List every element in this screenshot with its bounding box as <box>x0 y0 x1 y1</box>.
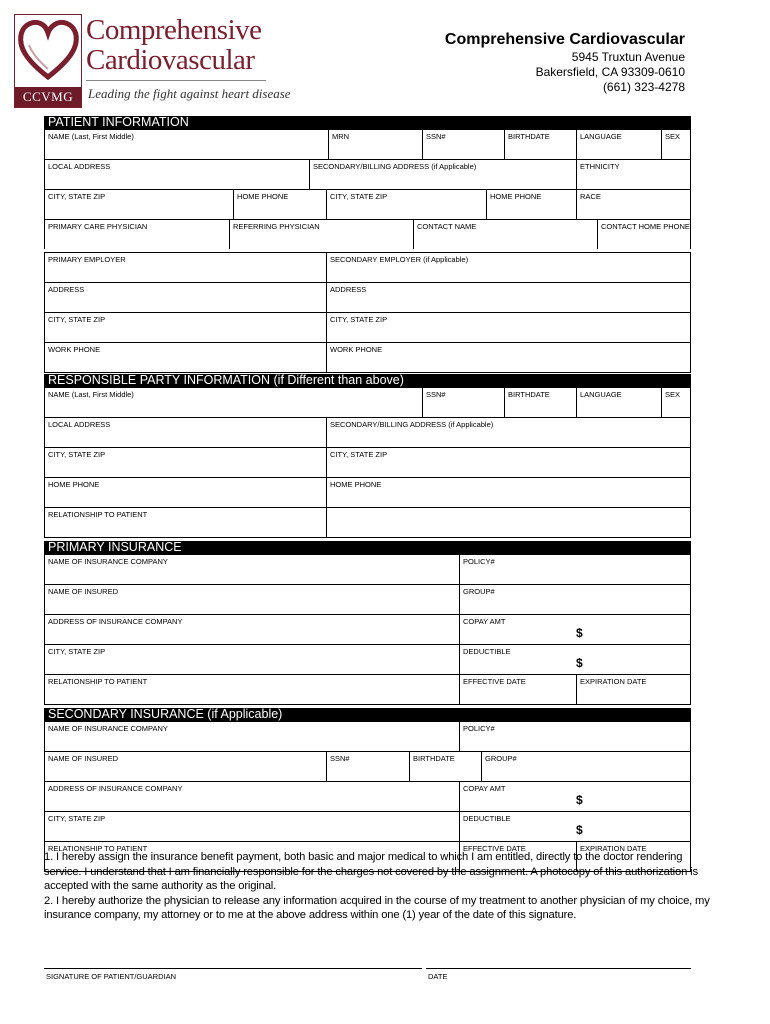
patient-emp-city-field[interactable]: CITY, STATE ZIP <box>48 315 106 324</box>
company-phone: (661) 323-4278 <box>602 80 685 94</box>
patient-ethnicity-field[interactable]: ETHNICITY <box>576 160 690 189</box>
patient-home-phone-field[interactable]: HOME PHONE <box>233 190 326 219</box>
patient-row-physician <box>44 219 691 249</box>
primary-insured-field[interactable]: NAME OF INSURED <box>48 587 119 596</box>
patient-referring-field[interactable]: REFERRING PHYSICIAN <box>229 220 413 249</box>
logo-emblem <box>14 14 82 108</box>
responsible-section-header: RESPONSIBLE PARTY INFORMATION (if Different than above) <box>44 374 691 387</box>
responsible-row-relationship <box>44 507 691 538</box>
responsible-city2-field[interactable]: CITY, STATE ZIP <box>326 448 690 477</box>
patient-row-name <box>44 129 691 159</box>
secondary-insurance-section-header: SECONDARY INSURANCE (if Applicable) <box>44 708 691 721</box>
signature-label: SIGNATURE OF PATIENT/GUARDIAN <box>46 972 177 981</box>
primary-company-address-field[interactable]: ADDRESS OF INSURANCE COMPANY <box>48 617 183 626</box>
patient-race-field[interactable]: RACE <box>576 190 690 219</box>
consent-paragraph-2: 2. I hereby authorize the physician to release any information acquired in the course of my treatment to another physician of my choice, my insurance company, my attorney or to me at the above address within one (1) year of the date of this signature. <box>44 894 710 922</box>
secondary-policy-field[interactable]: POLICY# <box>459 722 690 751</box>
patient-row-city <box>44 189 691 219</box>
responsible-local-address-field[interactable]: LOCAL ADDRESS <box>48 420 111 429</box>
responsible-row-city <box>44 447 691 477</box>
signature-line[interactable] <box>44 968 422 969</box>
patient-row-work-phone <box>44 342 691 373</box>
primary-row-relationship <box>44 674 691 705</box>
secondary-copay-field[interactable] <box>459 782 690 811</box>
logo-divider <box>86 80 266 81</box>
secondary-row-company <box>44 721 691 751</box>
logo-name-line2: Cardiovascular <box>86 44 255 76</box>
primary-group-field[interactable]: GROUP# <box>459 585 690 614</box>
logo-tagline: Leading the fight against heart disease <box>88 86 291 101</box>
date-line[interactable] <box>426 968 691 969</box>
patient-emp-city2-field[interactable]: CITY, STATE ZIP <box>326 313 690 342</box>
company-name: Comprehensive Cardiovascular <box>444 31 685 48</box>
logo-abbreviation: CCVMG <box>15 87 81 107</box>
secondary-relationship-field[interactable]: RELATIONSHIP TO PATIENT <box>48 844 148 853</box>
primary-row-company-address <box>44 614 691 644</box>
company-address-line1: 5945 Truxtun Avenue <box>571 50 685 64</box>
primary-insurance-section-header: PRIMARY INSURANCE <box>44 541 691 554</box>
patient-primary-employer-field[interactable]: PRIMARY EMPLOYER <box>48 255 126 264</box>
patient-contact-name-field[interactable]: CONTACT NAME <box>413 220 597 249</box>
secondary-effective-field[interactable]: EFFECTIVE DATE <box>459 842 576 871</box>
primary-copay-dollar: $ <box>576 626 583 640</box>
primary-expiration-field[interactable]: EXPIRATION DATE <box>576 675 690 704</box>
patient-birthdate-field[interactable]: BIRTHDATE <box>504 130 576 159</box>
primary-copay-label: COPAY AMT <box>463 617 506 626</box>
patient-secondary-address-field[interactable]: SECONDARY/BILLING ADDRESS (if Applicable) <box>309 160 576 189</box>
patient-section-header: PATIENT INFORMATION <box>44 116 691 129</box>
secondary-expiration-field[interactable]: EXPIRATION DATE <box>576 842 690 871</box>
primary-row-company <box>44 554 691 584</box>
responsible-city-field[interactable]: CITY, STATE ZIP <box>48 450 106 459</box>
responsible-ssn-field[interactable]: SSN# <box>422 388 504 417</box>
patient-row-emp-city <box>44 312 691 342</box>
patient-mrn-field[interactable]: MRN <box>328 130 422 159</box>
secondary-row-city <box>44 811 691 841</box>
secondary-insured-field[interactable]: NAME OF INSURED <box>48 754 119 763</box>
registration-form <box>44 116 691 872</box>
patient-contact-phone-field[interactable]: CONTACT HOME PHONE <box>597 220 690 249</box>
company-logo <box>14 10 291 106</box>
primary-copay-field[interactable] <box>459 615 690 644</box>
primary-row-city <box>44 644 691 674</box>
patient-name-field[interactable]: NAME (Last, First Middle) <box>48 132 134 141</box>
responsible-row-address <box>44 417 691 447</box>
primary-effective-field[interactable]: EFFECTIVE DATE <box>459 675 576 704</box>
primary-policy-field[interactable]: POLICY# <box>459 555 690 584</box>
company-address-line2: Bakersfield, CA 93309-0610 <box>535 65 685 79</box>
responsible-row-phone <box>44 477 691 507</box>
primary-city-field[interactable]: CITY, STATE ZIP <box>48 647 106 656</box>
secondary-city-field[interactable]: CITY, STATE ZIP <box>48 814 106 823</box>
patient-pcp-field[interactable]: PRIMARY CARE PHYSICIAN <box>48 222 148 231</box>
patient-work-phone2-field[interactable]: WORK PHONE <box>326 343 690 372</box>
patient-row-address <box>44 159 691 189</box>
primary-deductible-field[interactable] <box>459 645 690 674</box>
consent-paragraph-1: 1. I hereby assign the insurance benefit payment, both basic and major medical to which I am entitled, directly to the doctor rendering service. I understand that I am financially responsible for the charges not covered by the assignment. A photocopy of this authorization is accepted with the same authority as the original. <box>44 851 698 893</box>
responsible-secondary-address-field[interactable]: SECONDARY/BILLING ADDRESS (if Applicable) <box>326 418 690 447</box>
patient-city2-field[interactable]: CITY, STATE ZIP <box>326 190 486 219</box>
secondary-birthdate-field[interactable]: BIRTHDATE <box>409 752 481 781</box>
patient-row-emp-address <box>44 282 691 312</box>
responsible-row-name <box>44 387 691 417</box>
secondary-group-field[interactable]: GROUP# <box>481 752 690 781</box>
company-info <box>445 30 685 95</box>
primary-deductible-label: DEDUCTIBLE <box>463 647 511 656</box>
secondary-row-insured <box>44 751 691 781</box>
primary-relationship-field[interactable]: RELATIONSHIP TO PATIENT <box>48 677 148 686</box>
responsible-name-field[interactable]: NAME (Last, First Middle) <box>48 390 134 399</box>
consent-text <box>44 850 714 923</box>
responsible-birthdate-field[interactable]: BIRTHDATE <box>504 388 576 417</box>
primary-company-field[interactable]: NAME OF INSURANCE COMPANY <box>48 557 168 566</box>
primary-deductible-dollar: $ <box>576 656 583 670</box>
secondary-company-address-field[interactable]: ADDRESS OF INSURANCE COMPANY <box>48 784 183 793</box>
date-label: DATE <box>428 972 448 981</box>
patient-emp-address2-field[interactable]: ADDRESS <box>326 283 690 312</box>
responsible-language-field[interactable]: LANGUAGE <box>576 388 661 417</box>
page-header <box>0 0 770 115</box>
secondary-deductible-dollar: $ <box>576 823 583 837</box>
patient-sex-field[interactable]: SEX <box>661 130 690 159</box>
patient-language-field[interactable]: LANGUAGE <box>576 130 661 159</box>
logo-name-line1: Comprehensive <box>86 14 262 46</box>
responsible-home-phone-field[interactable]: HOME PHONE <box>48 480 100 489</box>
patient-home-phone2-field[interactable]: HOME PHONE <box>486 190 576 219</box>
secondary-deductible-label: DEDUCTIBLE <box>463 814 511 823</box>
secondary-copay-label: COPAY AMT <box>463 784 506 793</box>
secondary-ssn-field[interactable]: SSN# <box>326 752 409 781</box>
responsible-relationship-field[interactable]: RELATIONSHIP TO PATIENT <box>48 510 148 519</box>
responsible-blank-field[interactable] <box>326 508 690 537</box>
patient-work-phone-field[interactable]: WORK PHONE <box>48 345 101 354</box>
patient-secondary-employer-field[interactable]: SECONDARY EMPLOYER (if Applicable) <box>326 253 690 282</box>
secondary-copay-dollar: $ <box>576 793 583 807</box>
patient-local-address-field[interactable]: LOCAL ADDRESS <box>48 162 111 171</box>
heart-icon <box>15 15 81 85</box>
primary-row-insured <box>44 584 691 614</box>
responsible-home-phone2-field[interactable]: HOME PHONE <box>326 478 690 507</box>
responsible-sex-field[interactable]: SEX <box>661 388 690 417</box>
patient-ssn-field[interactable]: SSN# <box>422 130 504 159</box>
patient-emp-address-field[interactable]: ADDRESS <box>48 285 85 294</box>
secondary-row-company-address <box>44 781 691 811</box>
secondary-deductible-field[interactable] <box>459 812 690 841</box>
secondary-company-field[interactable]: NAME OF INSURANCE COMPANY <box>48 724 168 733</box>
patient-city-field[interactable]: CITY, STATE ZIP <box>48 192 106 201</box>
patient-row-employer <box>44 252 691 282</box>
